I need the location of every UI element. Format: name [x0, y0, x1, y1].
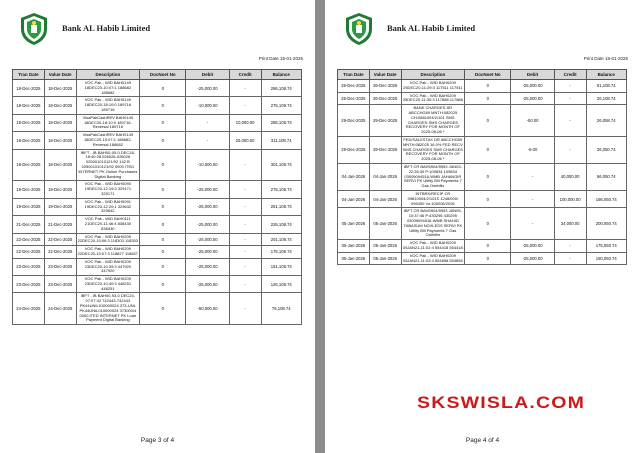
tran-date-cell: 05-Jan-2026: [338, 252, 370, 265]
description-cell: VisaPakCashREV BAH0149 18DEC20-10:07:1 188682-Reversal 188682: [76, 132, 140, 149]
table-row: [13, 114, 302, 131]
balance-cell: 166,050.74: [586, 190, 627, 207]
table-row: [13, 132, 302, 149]
debit-cell: -10,000.00: [186, 149, 229, 181]
table-row: [338, 190, 627, 207]
column-header: Debit: [186, 70, 229, 80]
value-date-cell: 18-Dec-2025: [44, 80, 76, 97]
bank-name: Bank AL Habib Limited: [387, 23, 476, 33]
debit-cell: -25,000.00: [511, 80, 554, 93]
tran-date-cell: 05-Jan-2026: [338, 208, 370, 240]
value-date-cell: 19-Dec-2025: [44, 181, 76, 198]
debit-cell: -8.00: [511, 136, 554, 163]
tran-date-cell: 26-Dec-2025: [338, 92, 370, 105]
column-header: Credit: [554, 70, 586, 80]
value-date-cell: 19-Dec-2025: [44, 198, 76, 215]
table-row: [338, 252, 627, 265]
debit-cell: -: [186, 132, 229, 149]
table-row: [13, 80, 302, 97]
value-date-cell: 23-Dec-2025: [44, 258, 76, 275]
statement-page-4: [325, 0, 640, 453]
table-row: [13, 181, 302, 198]
table-row: [338, 92, 627, 105]
table-row: [338, 136, 627, 163]
credit-cell: 34,000.00: [554, 208, 586, 240]
column-header: Balance: [586, 70, 627, 80]
tran-date-cell: 21-Dec-2025: [13, 216, 45, 233]
credit-cell: 40,000.00: [554, 163, 586, 190]
debit-cell: -: [511, 163, 554, 190]
credit-cell: -: [229, 181, 261, 198]
table-row: [13, 258, 302, 275]
table-header-row: [13, 70, 302, 80]
column-header: Value Date: [44, 70, 76, 80]
column-header: Credit: [229, 70, 261, 80]
value-date-cell: 04-Jan-2026: [369, 163, 401, 190]
doc-no-cell: 0: [465, 163, 511, 190]
debit-cell: -25,000.00: [186, 233, 229, 246]
statement-page-3: [0, 0, 315, 453]
balance-cell: 26,108.74: [586, 92, 627, 105]
debit-cell: -25,000.00: [511, 252, 554, 265]
description-cell: VOC Pak - WID BAH0149 18DEC20-18:10:0 189716 189716: [76, 97, 140, 114]
description-cell: VOC Pak - WID BAH0090 19DEC20-12:19:3 329171 329171: [76, 181, 140, 198]
balance-cell: 51,108.74: [586, 80, 627, 93]
credit-cell: 10,000.00: [229, 114, 261, 131]
bank-name: Bank AL Habib Limited: [62, 23, 151, 33]
credit-cell: -: [554, 80, 586, 93]
table-header-row: [338, 70, 627, 80]
tran-date-cell: 26-Dec-2025: [338, 80, 370, 93]
page-footer: Page 3 of 4: [140, 437, 175, 444]
table-row: [338, 80, 627, 93]
table-row: [13, 246, 302, 259]
value-date-cell: 23-Dec-2025: [44, 276, 76, 293]
table-row: [13, 97, 302, 114]
balance-cell: 150,050.74: [586, 252, 627, 265]
doc-no-cell: 0: [140, 198, 186, 215]
bank-al-habib-logo-icon: [343, 12, 375, 46]
description-cell: VOC Pak - WID BAH0209 05JAN21-11:03:4 554858 554858: [401, 252, 465, 265]
column-header: Description: [401, 70, 465, 80]
credit-cell: -: [554, 240, 586, 253]
value-date-cell: 21-Dec-2025: [44, 216, 76, 233]
tran-date-cell: 24-Dec-2025: [13, 293, 45, 325]
debit-cell: -: [186, 114, 229, 131]
bank-al-habib-logo-icon: [18, 12, 50, 46]
description-cell: VOC Pak - WID BAH0149 18DEC20-10:07:1 188682 188682: [76, 80, 140, 97]
value-date-cell: 05-Jan-2026: [369, 252, 401, 265]
table-row: [13, 293, 302, 325]
description-cell: IBFT CR BAH0904/5953 JAN03-22:35:30 P:109834 109834 03009094516-WMB JAHANGIR SERVI PK Utility Bill Payments 7 Gas Onebills: [401, 163, 465, 190]
debit-cell: -50.00: [511, 105, 554, 137]
statement-table: [337, 69, 627, 265]
doc-no-cell: 0: [140, 233, 186, 246]
value-date-cell: 05-Jan-2026: [369, 240, 401, 253]
column-header: Debit: [511, 70, 554, 80]
tran-date-cell: 22-Dec-2025: [13, 233, 45, 246]
doc-no-cell: 0: [465, 208, 511, 240]
balance-cell: 276,108.74: [261, 181, 302, 198]
doc-no-cell: 0: [140, 258, 186, 275]
doc-no-cell: 0: [140, 114, 186, 131]
credit-cell: -: [229, 258, 261, 275]
balance-cell: 276,108.74: [261, 97, 302, 114]
table-row: [338, 240, 627, 253]
description-cell: FED/SALESTAX DR ABCCHG69 MNTH:082025 16.0% FED RECV SMS CHARGES SMS CHARGES RECOVERY FOR MONTH OF 2025-08-06 *: [401, 136, 465, 163]
balance-cell: 26,058.74: [586, 105, 627, 137]
debit-cell: -25,000.00: [186, 80, 229, 97]
tran-date-cell: 18-Dec-2025: [13, 97, 45, 114]
credit-cell: -: [229, 276, 261, 293]
balance-cell: 286,108.74: [261, 114, 302, 131]
value-date-cell: 29-Dec-2025: [369, 105, 401, 137]
balance-cell: 311,108.74: [261, 132, 302, 149]
print-date: Print Date 15-01-2026: [258, 56, 303, 61]
value-date-cell: 04-Jan-2026: [369, 190, 401, 207]
credit-cell: -: [229, 293, 261, 325]
credit-cell: -: [229, 149, 261, 181]
tran-date-cell: 23-Dec-2025: [13, 258, 45, 275]
tran-date-cell: 18-Dec-2025: [13, 149, 45, 181]
doc-no-cell: 0: [140, 246, 186, 259]
credit-cell: -: [554, 252, 586, 265]
column-header: Tran Date: [338, 70, 370, 80]
value-date-cell: 05-Jan-2026: [369, 208, 401, 240]
column-header: DocNoet No: [140, 70, 186, 80]
tran-date-cell: 29-Dec-2025: [338, 136, 370, 163]
debit-cell: -25,000.00: [186, 276, 229, 293]
credit-cell: 100,000.00: [554, 190, 586, 207]
value-date-cell: 18-Dec-2025: [44, 97, 76, 114]
balance-cell: 66,050.74: [586, 163, 627, 190]
balance-cell: 226,108.74: [261, 216, 302, 233]
balance-cell: 126,108.74: [261, 276, 302, 293]
description-cell: VOC Pak - WID BAH0209 23DEC20-10:39:3 447920 447920: [76, 258, 140, 275]
tran-date-cell: 18-Dec-2025: [13, 80, 45, 97]
credit-cell: -: [554, 105, 586, 137]
value-date-cell: 26-Dec-2025: [369, 92, 401, 105]
credit-cell: -: [229, 233, 261, 246]
description-cell: VOC Pak - WID BAH0209 25DEC20-11:30:3 117888 117888: [401, 92, 465, 105]
description-cell: IBFT - IB BAH00-00-0 DEC18-18:40:28 026026-026026 025001010121/92 142 B 025001010121/92 0000 ITED INTERNET PK Online Purchases Digital Banking: [76, 149, 140, 181]
tran-date-cell: 18-Dec-2025: [13, 114, 45, 131]
column-header: Value Date: [369, 70, 401, 80]
table-row: [13, 276, 302, 293]
doc-no-cell: 0: [465, 190, 511, 207]
credit-cell: -: [229, 80, 261, 97]
tran-date-cell: 05-Jan-2026: [338, 240, 370, 253]
credit-cell: -: [229, 97, 261, 114]
tran-date-cell: 23-Dec-2025: [13, 276, 45, 293]
debit-cell: -25,000.00: [511, 240, 554, 253]
tran-date-cell: 22-Dec-2025: [13, 246, 45, 259]
description-cell: BANK CHARGES-SR ABCCHG69 MNTH:082025 CH:0881004/2/101 SMS CHARGES SMS CHARGES RECOVERY FOR MONTH OF 2025-08-06 *: [401, 105, 465, 137]
tran-date-cell: 19-Dec-2025: [13, 181, 45, 198]
table-row: [338, 208, 627, 240]
balance-cell: 251,108.74: [261, 198, 302, 215]
value-date-cell: 18-Dec-2025: [44, 149, 76, 181]
credit-cell: -: [229, 216, 261, 233]
description-cell: VisaPakCashREV BAH0149 18DEC20-18:10:0 189716-Reversal 189716: [76, 114, 140, 131]
debit-cell: -25,000.00: [186, 181, 229, 198]
description-cell: VOC Pak - WID BAH0209 05JAN21-11:02:4 554418 554418: [401, 240, 465, 253]
table-row: [13, 149, 302, 181]
tran-date-cell: 19-Dec-2025: [13, 198, 45, 215]
column-header: Tran Date: [13, 70, 45, 80]
debit-cell: -25,000.00: [186, 216, 229, 233]
description-cell: IBFT - IB BAH00-93-0 DEC24-07:07:42 742443-742443 PK44UNIL010000024 373-UNL PK44UNIL010000024 373000/4 0000 ITED INTERNET PK Loan Payment Digital Banking: [76, 293, 140, 325]
doc-no-cell: 0: [140, 293, 186, 325]
value-date-cell: 18-Dec-2025: [44, 114, 76, 131]
statement-table: [12, 69, 302, 325]
table-row: [13, 198, 302, 215]
balance-cell: 301,108.74: [261, 149, 302, 181]
doc-no-cell: 0: [140, 181, 186, 198]
doc-no-cell: 0: [140, 149, 186, 181]
balance-cell: 201,108.74: [261, 233, 302, 246]
balance-cell: 151,108.74: [261, 258, 302, 275]
tran-date-cell: 18-Dec-2025: [13, 132, 45, 149]
balance-cell: 76,108.74: [261, 293, 302, 325]
description-cell: IBFT CR BAH0904/5953 JAN05-10:37:46 P:430295 430295 03009094516-WMB SHAHID TABASUM NCHLESS SERVI PK Utility Bill Payments 7 Gas Onebills: [401, 208, 465, 240]
debit-cell: -50,000.00: [186, 293, 229, 325]
value-date-cell: 22-Dec-2025: [44, 233, 76, 246]
value-date-cell: 29-Dec-2025: [369, 136, 401, 163]
debit-cell: -25,000.00: [186, 198, 229, 215]
column-header: Balance: [261, 70, 302, 80]
balance-cell: 175,050.74: [586, 240, 627, 253]
description-cell: VOC Pak - WID BAH0111 21DEC20-11:46:4 838430 838430: [76, 216, 140, 233]
description-cell: VOC Pak - WID BAH0209 23DEC20-10:40:3 448251 448251: [76, 276, 140, 293]
doc-no-cell: 0: [465, 80, 511, 93]
doc-no-cell: 0: [140, 216, 186, 233]
debit-cell: -10,000.00: [186, 97, 229, 114]
doc-no-cell: 0: [140, 97, 186, 114]
print-date: Print Date 15-01-2026: [583, 56, 628, 61]
credit-cell: -: [554, 136, 586, 163]
description-cell: VOC Pak - WID BAH0209 22DEC20-10:07:3 118827 118827: [76, 246, 140, 259]
description-cell: VOC Pak - WID BAH0091 19DEC20-12:20:1 329642 329642: [76, 198, 140, 215]
balance-cell: 26,050.74: [586, 136, 627, 163]
value-date-cell: 18-Dec-2025: [44, 132, 76, 149]
debit-cell: -: [511, 208, 554, 240]
table-row: [338, 105, 627, 137]
value-date-cell: 22-Dec-2025: [44, 246, 76, 259]
doc-no-cell: 0: [465, 252, 511, 265]
description-cell: VOC Pak - WID BAH0209 25DEC20-11:29:3 117511 117511: [401, 80, 465, 93]
doc-no-cell: 0: [465, 92, 511, 105]
description-cell: INTBRK/RECIP CR 09810004/2/101S 1248/000/ 096450 Vo:100006/2026: [401, 190, 465, 207]
column-header: DocNoet No: [465, 70, 511, 80]
doc-no-cell: 0: [465, 240, 511, 253]
doc-no-cell: 0: [140, 132, 186, 149]
table-row: [338, 163, 627, 190]
doc-no-cell: 0: [140, 276, 186, 293]
tran-date-cell: 04-Jan-2026: [338, 190, 370, 207]
value-date-cell: 26-Dec-2025: [369, 80, 401, 93]
debit-cell: -25,000.00: [511, 92, 554, 105]
credit-cell: -: [229, 198, 261, 215]
page-footer: Page 4 of 4: [465, 437, 500, 444]
credit-cell: 25,000.00: [229, 132, 261, 149]
debit-cell: -25,000.00: [186, 246, 229, 259]
balance-cell: 200,050.74: [586, 208, 627, 240]
debit-cell: -: [511, 190, 554, 207]
watermark: SKSWISLA.COM: [417, 393, 586, 412]
description-cell: VOC Pak - WID BAH0209 22DEC20-10:06:3 118303 118303: [76, 233, 140, 246]
table-row: [13, 233, 302, 246]
credit-cell: -: [229, 246, 261, 259]
balance-cell: 176,108.74: [261, 246, 302, 259]
debit-cell: -25,000.00: [186, 258, 229, 275]
credit-cell: -: [554, 92, 586, 105]
table-row: [13, 216, 302, 233]
tran-date-cell: 29-Dec-2025: [338, 105, 370, 137]
tran-date-cell: 04-Jan-2026: [338, 163, 370, 190]
column-header: Description: [76, 70, 140, 80]
doc-no-cell: 0: [465, 136, 511, 163]
balance-cell: 286,108.74: [261, 80, 302, 97]
value-date-cell: 24-Dec-2025: [44, 293, 76, 325]
doc-no-cell: 0: [140, 80, 186, 97]
doc-no-cell: 0: [465, 105, 511, 137]
